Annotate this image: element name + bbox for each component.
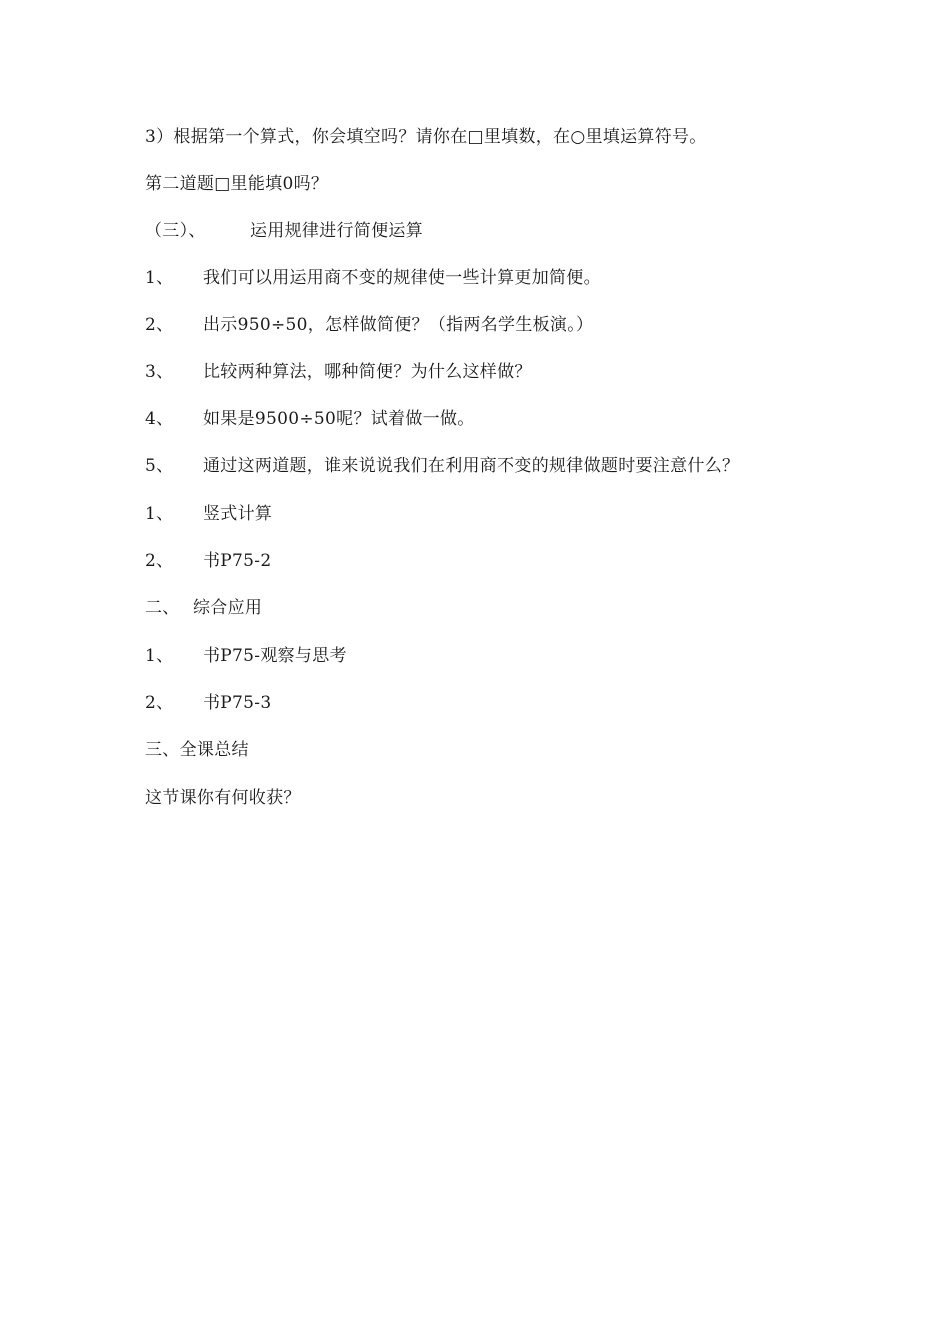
- list-item: [145, 452, 739, 480]
- list-item-number: 3、: [145, 362, 174, 382]
- list-item-number: 1、: [145, 268, 174, 288]
- list-item-number: 1、: [145, 646, 174, 666]
- list-item: [145, 358, 532, 386]
- list-item-text: 如果是9500÷50呢？试着做一做。: [203, 409, 475, 429]
- list-item-number: 2、: [145, 315, 174, 335]
- list-item-number: 1、: [145, 504, 174, 524]
- list-item-text: 我们可以用运用商不变的规律使一些计算更加简便。: [203, 268, 601, 288]
- list-item-number: 2、: [145, 551, 174, 571]
- section-heading-comprehensive: [145, 594, 262, 622]
- section-number: （三）、: [145, 221, 206, 241]
- list-item: [145, 264, 601, 292]
- list-item: [145, 642, 347, 670]
- list-item-text: 比较两种算法，哪种简便？为什么这样做？: [203, 362, 532, 382]
- list-item-number: 4、: [145, 409, 174, 429]
- section-title: 运用规律进行简便运算: [250, 221, 423, 241]
- list-item: [145, 689, 271, 717]
- list-item: [145, 547, 271, 575]
- list-item-text: 书P75-观察与思考: [203, 646, 347, 666]
- section-title: 综合应用: [193, 598, 263, 618]
- paragraph-text: 这节课你有何收获？: [145, 788, 301, 808]
- list-item-number: 5、: [145, 456, 174, 476]
- paragraph-text: 第二道题□里能填0吗？: [145, 174, 329, 194]
- list-item-text: 书P75-3: [203, 693, 272, 713]
- list-item-number: 2、: [145, 693, 174, 713]
- paragraph-fill-blanks: [145, 123, 707, 151]
- list-item: [145, 500, 272, 528]
- section-number: 二、: [145, 598, 180, 618]
- list-item-text: 书P75-2: [203, 551, 272, 571]
- section-heading-summary: [145, 736, 249, 764]
- list-item-text: 出示950÷50，怎样做简便？（指两名学生板演。）: [203, 315, 594, 335]
- section-heading-simplified-calc: [145, 217, 423, 245]
- section-title: 三、全课总结: [145, 740, 249, 760]
- list-item-text: 通过这两道题，谁来说说我们在利用商不变的规律做题时要注意什么？: [203, 456, 740, 476]
- list-item: [145, 311, 593, 339]
- list-item: [145, 405, 475, 433]
- paragraph-text: 3）根据第一个算式，你会填空吗？请你在□里填数，在○里填运算符号。: [145, 127, 707, 147]
- paragraph-question-zero: [145, 170, 328, 198]
- paragraph-closing-question: [145, 784, 301, 812]
- list-item-text: 竖式计算: [203, 504, 273, 524]
